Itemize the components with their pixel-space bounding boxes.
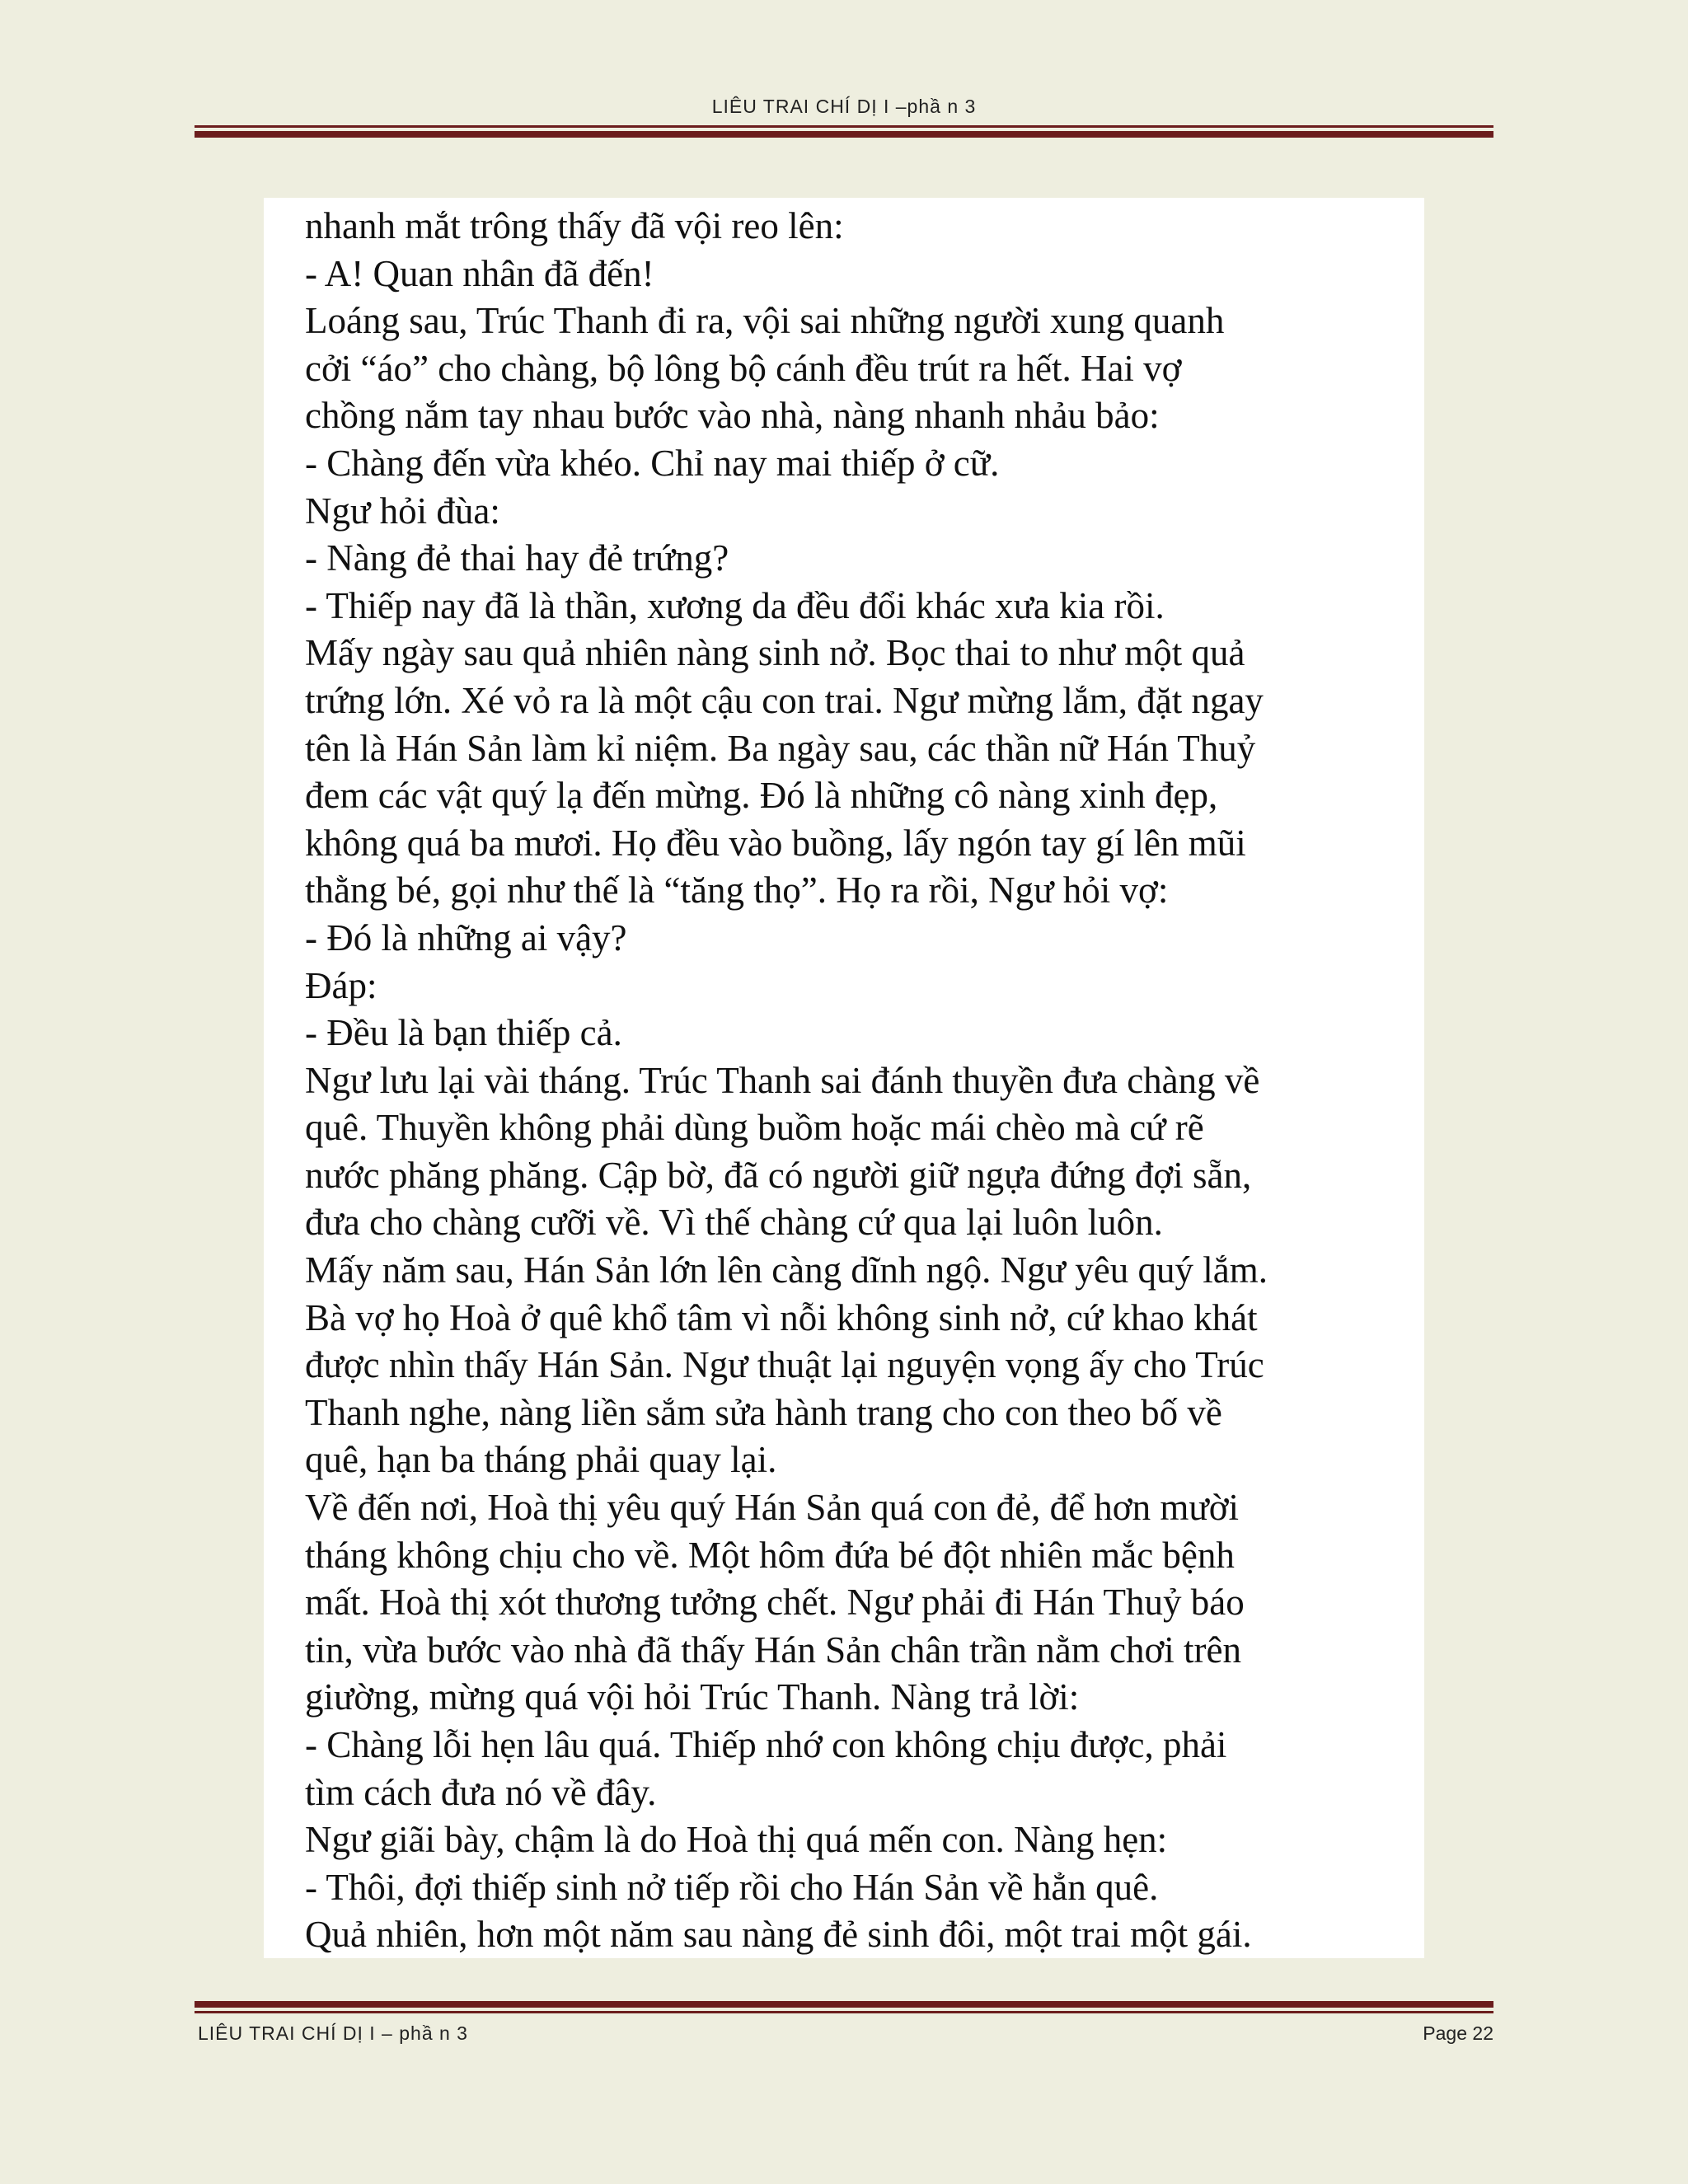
text-line: Ngư lưu lại vài tháng. Trúc Thanh sai đánh thuyền đưa chàng về	[305, 1059, 1260, 1101]
text-line: - Thôi, đợi thiếp sinh nở tiếp rồi cho Hán Sản về hẳn quê.	[305, 1866, 1159, 1908]
page-number: Page 22	[1423, 2022, 1493, 2044]
text-line: tháng không chịu cho về. Một hôm đứa bé đột nhiên mắc bệnh	[305, 1534, 1235, 1576]
text-line: - Nàng đẻ thai hay đẻ trứng?	[305, 537, 729, 579]
page-content	[264, 198, 1424, 1958]
text-line: chồng nắm tay nhau bước vào nhà, nàng nhanh nhảu bảo:	[305, 395, 1160, 437]
text-line: không quá ba mươi. Họ đều vào buồng, lấy ngón tay gí lên mũi	[305, 822, 1246, 864]
text-line: trứng lớn. Xé vỏ ra là một cậu con trai. Ngư mừng lắm, đặt ngay	[305, 679, 1264, 721]
text-line: tin, vừa bước vào nhà đã thấy Hán Sản chân trần nằm chơi trên	[305, 1629, 1242, 1671]
text-line: - A! Quan nhân đã đến!	[305, 252, 654, 294]
text-line: giường, mừng quá vội hỏi Trúc Thanh. Nàng trả lời:	[305, 1676, 1080, 1718]
text-line: Thanh nghe, nàng liền sắm sửa hành trang cho con theo bố về	[305, 1391, 1222, 1433]
text-line: quê. Thuyền không phải dùng buồm hoặc mái chèo mà cứ rẽ	[305, 1107, 1204, 1149]
text-line: tên là Hán Sản làm kỉ niệm. Ba ngày sau, các thần nữ Hán Thuỷ	[305, 727, 1256, 769]
header-rule-thick	[195, 131, 1493, 138]
header-rule-thin	[195, 125, 1493, 128]
text-line: đưa cho chàng cưỡi về. Vì thế chàng cứ qua lại luôn luôn.	[305, 1202, 1163, 1244]
text-line: Đáp:	[305, 964, 377, 1006]
body-text	[305, 203, 1408, 1959]
text-line: Bà vợ họ Hoà ở quê khổ tâm vì nỗi không sinh nở, cứ khao khát	[305, 1296, 1258, 1338]
text-line: nhanh mắt trông thấy đã vội reo lên:	[305, 205, 844, 246]
footer-rule-thick	[195, 2001, 1493, 2008]
text-line: - Chàng đến vừa khéo. Chỉ nay mai thiếp ở cữ.	[305, 442, 1000, 484]
text-line: - Đều là bạn thiếp cả.	[305, 1012, 622, 1054]
text-line: tìm cách đưa nó về đây.	[305, 1771, 657, 1813]
text-line: Ngư giãi bày, chậm là do Hoà thị quá mến con. Nàng hẹn:	[305, 1819, 1168, 1861]
text-line: - Thiếp nay đã là thần, xương da đều đổi khác xưa kia rồi.	[305, 584, 1165, 626]
text-line: - Đó là những ai vậy?	[305, 916, 627, 958]
text-line: Loáng sau, Trúc Thanh đi ra, vội sai những người xung quanh	[305, 300, 1225, 342]
text-line: Mấy năm sau, Hán Sản lớn lên càng dĩnh ngộ. Ngư yêu quý lắm.	[305, 1249, 1268, 1291]
text-line: Quả nhiên, hơn một năm sau nàng đẻ sinh đôi, một trai một gái.	[305, 1914, 1252, 1956]
text-line: Về đến nơi, Hoà thị yêu quý Hán Sản quá con đẻ, để hơn mười	[305, 1487, 1240, 1529]
text-line: được nhìn thấy Hán Sản. Ngư thuật lại nguyện vọng ấy cho Trúc	[305, 1344, 1264, 1386]
text-line: thằng bé, gọi như thế là “tăng thọ”. Họ ra rồi, Ngư hỏi vợ:	[305, 869, 1169, 912]
text-line: đem các vật quý lạ đến mừng. Đó là những cô nàng xinh đẹp,	[305, 775, 1218, 817]
text-line: Mấy ngày sau quả nhiên nàng sinh nở. Bọc thai to như một quả	[305, 632, 1245, 674]
text-line: quê, hạn ba tháng phải quay lại.	[305, 1439, 777, 1481]
running-footer: LIÊU TRAI CHÍ DỊ I – phầ n 3	[198, 2022, 468, 2044]
text-line: Ngư hỏi đùa:	[305, 490, 500, 532]
text-line: - Chàng lỗi hẹn lâu quá. Thiếp nhớ con không chịu được, phải	[305, 1724, 1227, 1765]
footer-rule-thin	[195, 2011, 1493, 2013]
text-line: mất. Hoà thị xót thương tưởng chết. Ngư phải đi Hán Thuỷ báo	[305, 1582, 1245, 1624]
text-line: cởi “áo” cho chàng, bộ lông bộ cánh đều trút ra hết. Hai vợ	[305, 347, 1182, 389]
running-header: LIÊU TRAI CHÍ DỊ I –phầ n 3	[711, 96, 977, 117]
text-line: nước phăng phăng. Cập bờ, đã có người giữ ngựa đứng đợi sẵn,	[305, 1154, 1252, 1196]
